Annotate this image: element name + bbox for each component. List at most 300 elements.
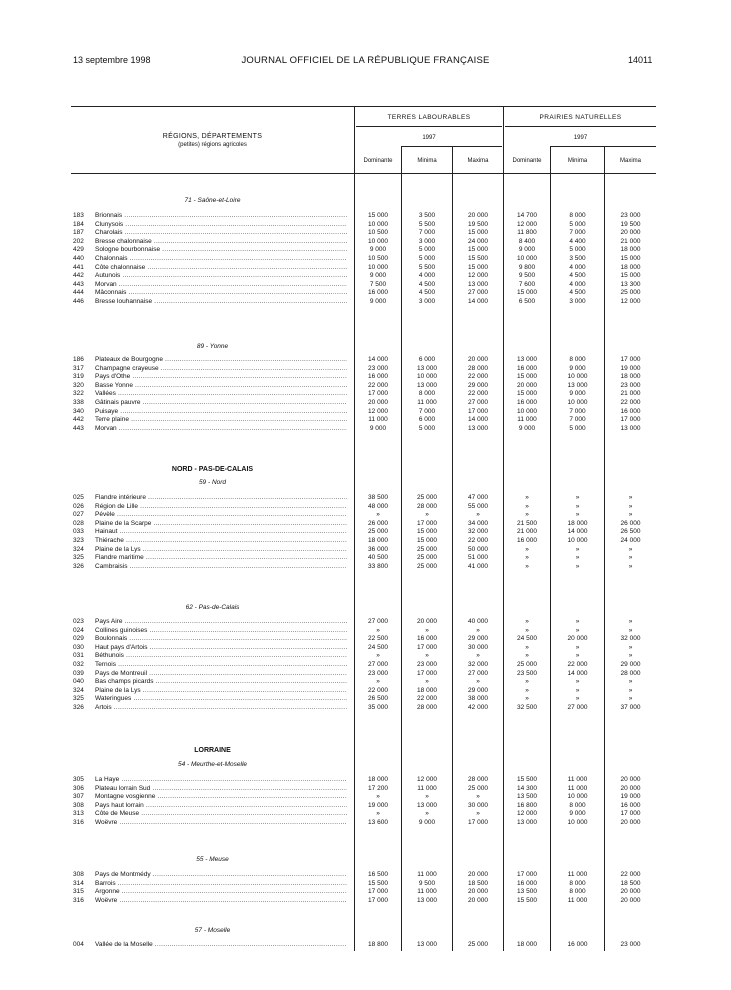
value-cell: 3 500 bbox=[418, 212, 436, 219]
value-cell: » bbox=[525, 554, 529, 562]
value-cell: 25 000 bbox=[417, 562, 437, 570]
value-cell: 14 000 bbox=[567, 528, 588, 536]
value-cell: 20 000 bbox=[468, 888, 488, 896]
value-cell: 25 000 bbox=[417, 545, 437, 553]
department-heading: 57 - Moselle bbox=[194, 927, 231, 934]
value-cell: 17 000 bbox=[368, 390, 388, 398]
value-cell: 19 500 bbox=[468, 220, 488, 228]
region-code: 442 bbox=[73, 416, 84, 424]
value-cell: 16 000 bbox=[417, 635, 437, 643]
value-cell: 16 000 bbox=[517, 364, 537, 372]
value-cell: 16 000 bbox=[368, 373, 388, 381]
value-cell: 15 500 bbox=[517, 896, 537, 904]
value-cell: 16 000 bbox=[620, 407, 641, 415]
value-cell: 21 000 bbox=[620, 390, 641, 398]
value-cell: » bbox=[476, 511, 480, 519]
value-cell: » bbox=[425, 810, 429, 818]
region-name: Béthunois ..... bbox=[95, 652, 347, 659]
value-cell: 5 000 bbox=[569, 246, 586, 254]
value-cell: 10 000 bbox=[517, 255, 537, 262]
value-cell: 16 000 bbox=[517, 399, 537, 406]
value-cell: 18 000 bbox=[567, 519, 588, 527]
value-cell: 14 000 bbox=[368, 356, 388, 363]
value-cell: 19 000 bbox=[620, 793, 641, 801]
region-name: Pays de Montreuil ..... bbox=[95, 670, 347, 677]
value-cell: 4 000 bbox=[418, 272, 436, 280]
value-cell: 11 000 bbox=[517, 416, 537, 424]
value-cell: » bbox=[476, 810, 480, 818]
region-code: 315 bbox=[73, 888, 84, 896]
value-cell: 9 000 bbox=[569, 364, 586, 372]
value-cell: 13 000 bbox=[417, 364, 437, 372]
value-cell: 11 000 bbox=[417, 871, 437, 878]
value-cell: » bbox=[525, 545, 529, 553]
region-code: 324 bbox=[73, 686, 84, 694]
region-code: 039 bbox=[73, 669, 84, 677]
region-name: Bas champs picards ..... bbox=[95, 678, 347, 685]
region-name: Pays de Montmédy ..... bbox=[95, 871, 347, 878]
value-cell: 23 000 bbox=[368, 364, 388, 372]
value-cell: 29 000 bbox=[468, 686, 488, 694]
value-cell: » bbox=[628, 618, 633, 625]
value-cell: » bbox=[575, 618, 580, 625]
header-bottom-rule bbox=[71, 173, 656, 174]
value-cell: 20 000 bbox=[468, 212, 488, 219]
value-cell: 16 500 bbox=[368, 871, 388, 878]
value-cell: » bbox=[476, 626, 480, 634]
region-code: 313 bbox=[73, 810, 84, 818]
value-cell: 7 000 bbox=[569, 229, 586, 237]
region-code: 308 bbox=[73, 871, 84, 878]
value-cell: 14 000 bbox=[468, 416, 488, 424]
value-cell: 15 500 bbox=[468, 255, 488, 262]
region-code: 032 bbox=[73, 661, 84, 668]
value-cell: 32 000 bbox=[468, 661, 488, 668]
value-cell: 55 000 bbox=[468, 502, 488, 510]
page-number: 14011 bbox=[628, 55, 653, 65]
value-cell: 27 000 bbox=[567, 704, 588, 711]
value-cell: 15 000 bbox=[620, 255, 641, 262]
region-name: Gâtinais pauvre ..... bbox=[95, 399, 347, 406]
value-cell: 21 000 bbox=[620, 237, 641, 245]
col-header-dominante-1: Dominante bbox=[363, 158, 393, 164]
value-cell: 34 000 bbox=[468, 519, 488, 527]
value-cell: » bbox=[628, 494, 633, 501]
value-cell: 15 000 bbox=[620, 272, 641, 280]
region-code: 444 bbox=[73, 289, 84, 297]
value-cell: 15 000 bbox=[468, 246, 488, 254]
value-cell: 9 000 bbox=[569, 810, 586, 818]
region-name: Ternois ..... bbox=[95, 661, 347, 668]
region-code: 026 bbox=[73, 502, 84, 510]
value-cell: 9 000 bbox=[369, 298, 387, 305]
region-name: Côte de Meuse ..... bbox=[95, 810, 347, 817]
value-cell: » bbox=[376, 678, 380, 686]
value-cell: 9 000 bbox=[418, 819, 436, 826]
value-cell: 32 000 bbox=[468, 528, 488, 536]
value-cell: 25 000 bbox=[468, 784, 488, 792]
value-cell: 20 000 bbox=[368, 399, 388, 406]
value-cell: 26 000 bbox=[368, 519, 388, 527]
value-cell: 23 000 bbox=[368, 669, 388, 677]
value-cell: 4 500 bbox=[569, 272, 586, 280]
department-heading: 71 - Saône-et-Loire bbox=[184, 197, 241, 204]
region-name: Terre plaine ..... bbox=[95, 416, 347, 423]
group2-rule bbox=[505, 126, 656, 127]
region-name: Montagne vosgienne ..... bbox=[95, 793, 347, 800]
value-cell: » bbox=[575, 695, 580, 703]
value-cell: 20 000 bbox=[620, 888, 641, 896]
region-name: Barrois ..... bbox=[95, 880, 347, 887]
region-name: Chalonnais ..... bbox=[95, 255, 347, 262]
value-cell: » bbox=[628, 554, 633, 562]
value-cell: » bbox=[525, 618, 529, 625]
value-cell: 11 000 bbox=[417, 399, 437, 406]
value-cell: 18 800 bbox=[368, 941, 388, 948]
value-cell: 15 000 bbox=[417, 537, 437, 544]
value-cell: 10 000 bbox=[417, 373, 437, 381]
value-cell: 20 000 bbox=[620, 776, 641, 783]
region-name: Bresse louhannaise ..... bbox=[95, 298, 347, 305]
region-code: 024 bbox=[73, 626, 84, 634]
region-name: Pays haut lorrain ..... bbox=[95, 802, 347, 809]
journal-title: JOURNAL OFFICIEL DE LA RÉPUBLIQUE FRANÇAISE bbox=[241, 55, 490, 66]
value-cell: 24 500 bbox=[368, 643, 388, 651]
value-cell: 22 000 bbox=[620, 871, 641, 878]
value-cell: 22 000 bbox=[567, 661, 588, 668]
value-cell: 4 500 bbox=[418, 289, 436, 297]
department-heading: 55 - Meuse bbox=[196, 856, 229, 863]
region-name: Clunysois ..... bbox=[95, 221, 347, 228]
region-heading: NORD - PAS-DE-CALAIS bbox=[171, 466, 254, 473]
value-cell: 17 000 bbox=[368, 888, 388, 896]
value-cell: 11 000 bbox=[417, 888, 437, 896]
region-name: Wateringues ..... bbox=[95, 695, 347, 702]
value-cell: » bbox=[575, 626, 580, 634]
value-cell: » bbox=[575, 502, 580, 510]
value-cell: 41 000 bbox=[468, 562, 488, 570]
value-cell: 13 000 bbox=[468, 424, 488, 432]
value-cell: 33 800 bbox=[368, 562, 388, 570]
value-cell: » bbox=[628, 545, 633, 553]
value-cell: 25 000 bbox=[368, 528, 388, 536]
value-cell: 6 000 bbox=[418, 416, 436, 424]
value-cell: 6 500 bbox=[518, 298, 536, 305]
value-cell: 13 000 bbox=[417, 381, 437, 389]
value-cell: 20 000 bbox=[468, 896, 488, 904]
value-cell: 17 000 bbox=[517, 871, 537, 878]
region-code: 029 bbox=[73, 635, 84, 643]
value-cell: 12 000 bbox=[517, 220, 537, 228]
value-cell: » bbox=[628, 502, 633, 510]
value-cell: 17 000 bbox=[417, 669, 437, 677]
region-code: 429 bbox=[73, 246, 84, 254]
value-cell: 11 000 bbox=[567, 896, 588, 904]
region-name: Morvan ..... bbox=[95, 281, 347, 288]
value-cell: » bbox=[525, 494, 529, 501]
region-code: 023 bbox=[73, 618, 84, 625]
regions-title: RÉGIONS, DÉPARTEMENTS bbox=[162, 133, 263, 140]
value-cell: 15 000 bbox=[417, 528, 437, 536]
value-cell: 23 000 bbox=[417, 661, 437, 668]
region-code: 324 bbox=[73, 545, 84, 553]
value-cell: 4 400 bbox=[569, 237, 586, 245]
value-cell: 9 000 bbox=[369, 272, 387, 280]
value-cell: 48 000 bbox=[368, 502, 388, 510]
value-cell: 24 500 bbox=[517, 635, 537, 643]
region-code: 326 bbox=[73, 704, 84, 711]
value-cell: 9 000 bbox=[369, 424, 387, 432]
value-cell: 9 000 bbox=[369, 246, 387, 254]
value-cell: 18 500 bbox=[620, 879, 641, 887]
year-prairies: 1997 bbox=[573, 135, 588, 141]
value-cell: 10 500 bbox=[368, 255, 388, 262]
value-cell: 38 000 bbox=[468, 695, 488, 703]
group-prairies-naturelles: PRAIRIES NATURELLES bbox=[539, 114, 622, 121]
region-name: Pays d'Othe ..... bbox=[95, 373, 347, 380]
value-cell: » bbox=[476, 793, 480, 801]
value-cell: 11 000 bbox=[417, 784, 437, 792]
region-code: 308 bbox=[73, 801, 84, 809]
value-cell: 14 700 bbox=[517, 212, 537, 219]
region-name: Pays Aire ..... bbox=[95, 618, 347, 625]
value-cell: 32 500 bbox=[517, 704, 537, 711]
value-cell: » bbox=[525, 643, 529, 651]
region-name: Pévèle ..... bbox=[95, 511, 347, 518]
value-cell: 18 000 bbox=[620, 263, 641, 271]
value-cell: » bbox=[628, 678, 633, 686]
region-code: 187 bbox=[73, 229, 84, 237]
value-cell: 17 000 bbox=[620, 810, 641, 818]
value-cell: 13 000 bbox=[567, 381, 588, 389]
value-cell: 7 600 bbox=[518, 280, 536, 288]
value-cell: » bbox=[575, 686, 580, 694]
region-name: Haut pays d'Artois ..... bbox=[95, 644, 347, 651]
value-cell: 13 500 bbox=[517, 793, 537, 801]
value-cell: » bbox=[525, 695, 529, 703]
value-cell: 27 000 bbox=[468, 669, 488, 677]
region-name: Woëvre ..... bbox=[95, 897, 347, 904]
value-cell: 13 000 bbox=[517, 819, 537, 826]
value-cell: 14 000 bbox=[468, 298, 488, 305]
value-cell: 16 000 bbox=[368, 289, 388, 297]
value-cell: 10 000 bbox=[368, 220, 388, 228]
year-terres: 1997 bbox=[422, 135, 436, 141]
region-code: 186 bbox=[73, 356, 84, 363]
value-cell: 19 500 bbox=[620, 220, 641, 228]
value-cell: 29 000 bbox=[620, 661, 641, 668]
value-cell: 22 000 bbox=[468, 373, 488, 381]
value-cell: 30 000 bbox=[468, 643, 488, 651]
region-name: Côte chalonnaise ..... bbox=[95, 264, 347, 271]
value-cell: 40 000 bbox=[468, 618, 488, 625]
value-cell: » bbox=[425, 626, 429, 634]
region-code: 314 bbox=[73, 879, 84, 887]
value-cell: 18 000 bbox=[368, 776, 388, 783]
value-cell: 17 200 bbox=[368, 784, 388, 792]
value-cell: 11 800 bbox=[517, 229, 537, 237]
value-cell: 15 000 bbox=[468, 263, 488, 271]
region-name: Mâconnais ..... bbox=[95, 289, 347, 296]
region-name: Cambraisis ..... bbox=[95, 563, 347, 570]
value-cell: 20 000 bbox=[517, 381, 537, 389]
value-cell: 15 500 bbox=[517, 776, 537, 783]
value-cell: 5 500 bbox=[418, 263, 436, 271]
region-code: 316 bbox=[73, 896, 84, 904]
value-cell: » bbox=[628, 652, 633, 660]
region-code: 027 bbox=[73, 511, 84, 519]
value-cell: 7 000 bbox=[569, 407, 586, 415]
value-cell: 38 500 bbox=[368, 494, 388, 501]
region-code: 030 bbox=[73, 643, 84, 651]
value-cell: 10 000 bbox=[567, 373, 588, 381]
value-cell: 4 500 bbox=[418, 280, 436, 288]
value-cell: 8 000 bbox=[569, 801, 586, 809]
region-code: 323 bbox=[73, 537, 84, 544]
col-header-minima-1: Minima bbox=[417, 158, 437, 164]
region-name: Autunois ..... bbox=[95, 272, 347, 279]
value-cell: 22 000 bbox=[468, 537, 488, 544]
value-cell: 5 000 bbox=[418, 424, 436, 432]
value-cell: 3 000 bbox=[569, 298, 586, 305]
value-cell: 10 000 bbox=[368, 263, 388, 271]
value-cell: 7 500 bbox=[369, 280, 387, 288]
value-cell: 11 000 bbox=[368, 416, 388, 424]
value-cell: 13 000 bbox=[517, 356, 537, 363]
value-cell: 23 000 bbox=[620, 941, 641, 948]
col-header-maxima-1: Maxima bbox=[467, 158, 489, 164]
value-cell: 18 000 bbox=[417, 686, 437, 694]
value-cell: 9 500 bbox=[518, 272, 536, 280]
value-cell: 40 500 bbox=[368, 554, 388, 562]
region-name: Sologne bourbonnaise ..... bbox=[95, 246, 347, 253]
value-cell: 13 600 bbox=[368, 819, 388, 826]
value-cell: 17 000 bbox=[417, 643, 437, 651]
group-terres-labourables: TERRES LABOURABLES bbox=[387, 114, 471, 121]
value-cell: 15 000 bbox=[517, 289, 537, 297]
value-cell: 14 000 bbox=[567, 669, 588, 677]
value-cell: 5 000 bbox=[418, 246, 436, 254]
value-cell: 14 300 bbox=[517, 784, 537, 792]
value-cell: 8 000 bbox=[569, 888, 586, 896]
regions-subtitle: (petites) régions agricoles bbox=[178, 142, 247, 148]
value-cell: 4 500 bbox=[569, 289, 586, 297]
value-cell: » bbox=[575, 545, 580, 553]
value-cell: 8 000 bbox=[569, 356, 586, 363]
value-cell: » bbox=[628, 626, 633, 634]
value-cell: 42 000 bbox=[468, 704, 488, 711]
value-cell: 15 000 bbox=[517, 373, 537, 381]
value-cell: » bbox=[525, 511, 529, 519]
value-cell: 16 000 bbox=[620, 801, 641, 809]
value-cell: 10 000 bbox=[567, 537, 588, 544]
value-cell: » bbox=[575, 494, 580, 501]
value-cell: 10 000 bbox=[517, 407, 537, 415]
value-cell: 22 500 bbox=[368, 635, 388, 643]
value-cell: 12 000 bbox=[468, 272, 488, 280]
col-header-minima-2: Minima bbox=[567, 158, 588, 164]
value-cell: 3 000 bbox=[418, 237, 436, 245]
value-cell: » bbox=[376, 793, 380, 801]
value-cell: » bbox=[476, 652, 480, 660]
region-code: 184 bbox=[73, 220, 84, 228]
value-cell: 20 000 bbox=[620, 229, 641, 237]
value-cell: 18 000 bbox=[368, 537, 388, 544]
value-cell: 13 000 bbox=[417, 801, 437, 809]
value-cell: 4 000 bbox=[569, 280, 586, 288]
value-cell: » bbox=[525, 626, 529, 634]
value-cell: 10 500 bbox=[368, 229, 388, 237]
value-cell: 18 000 bbox=[517, 941, 537, 948]
region-name: Plaine de la Lys ..... bbox=[95, 687, 347, 694]
value-cell: » bbox=[575, 562, 580, 570]
value-cell: 30 000 bbox=[468, 801, 488, 809]
value-cell: 27 000 bbox=[468, 399, 488, 406]
value-cell: 16 000 bbox=[517, 879, 537, 887]
region-name: La Haye ..... bbox=[95, 776, 347, 783]
value-cell: 20 000 bbox=[417, 618, 437, 625]
value-cell: 13 500 bbox=[517, 888, 537, 896]
department-heading: 59 - Nord bbox=[198, 479, 227, 486]
value-cell: 21 000 bbox=[517, 528, 537, 536]
value-cell: » bbox=[525, 652, 529, 660]
value-cell: 26 500 bbox=[620, 528, 641, 536]
value-cell: » bbox=[575, 511, 580, 519]
value-cell: » bbox=[425, 793, 429, 801]
value-cell: » bbox=[376, 810, 380, 818]
region-code: 443 bbox=[73, 424, 84, 432]
region-code: 446 bbox=[73, 298, 84, 305]
value-cell: 5 000 bbox=[569, 424, 586, 432]
value-cell: 17 000 bbox=[368, 896, 388, 904]
value-cell: 8 400 bbox=[518, 237, 536, 245]
value-cell: 23 500 bbox=[517, 669, 537, 677]
value-cell: 7 000 bbox=[418, 407, 436, 415]
value-cell: 20 000 bbox=[567, 635, 588, 643]
value-cell: » bbox=[525, 678, 529, 686]
value-cell: 22 000 bbox=[417, 695, 437, 703]
value-cell: » bbox=[376, 626, 380, 634]
region-code: 440 bbox=[73, 255, 84, 262]
value-cell: 11 000 bbox=[567, 776, 588, 783]
value-cell: 10 000 bbox=[567, 819, 588, 826]
region-name: Thiérache ..... bbox=[95, 537, 347, 544]
value-cell: 12 000 bbox=[517, 810, 537, 818]
value-cell: 20 000 bbox=[620, 784, 641, 792]
value-cell: 28 000 bbox=[468, 776, 488, 783]
value-cell: 9 500 bbox=[418, 879, 436, 887]
value-cell: 25 000 bbox=[468, 941, 488, 948]
value-cell: 12 000 bbox=[417, 776, 437, 783]
region-name: Artois ..... bbox=[95, 704, 347, 711]
value-cell: 17 000 bbox=[620, 416, 641, 424]
region-name: Basse Yonne ..... bbox=[95, 382, 347, 389]
year2-rule bbox=[550, 146, 656, 147]
department-heading: 54 - Meurthe-et-Moselle bbox=[178, 761, 247, 768]
value-cell: 22 000 bbox=[368, 686, 388, 694]
value-cell: » bbox=[525, 686, 529, 694]
value-cell: 51 000 bbox=[468, 554, 488, 562]
region-name: Champagne crayeuse ..... bbox=[95, 365, 347, 372]
region-code: 441 bbox=[73, 263, 84, 271]
value-cell: » bbox=[425, 652, 429, 660]
region-name: Plaine de la Scarpe ..... bbox=[95, 520, 347, 527]
value-cell: 24 000 bbox=[620, 537, 641, 544]
value-cell: 15 000 bbox=[517, 390, 537, 398]
value-cell: 26 500 bbox=[368, 695, 388, 703]
department-heading: 89 - Yonne bbox=[196, 343, 229, 350]
value-cell: 13 000 bbox=[417, 941, 437, 948]
